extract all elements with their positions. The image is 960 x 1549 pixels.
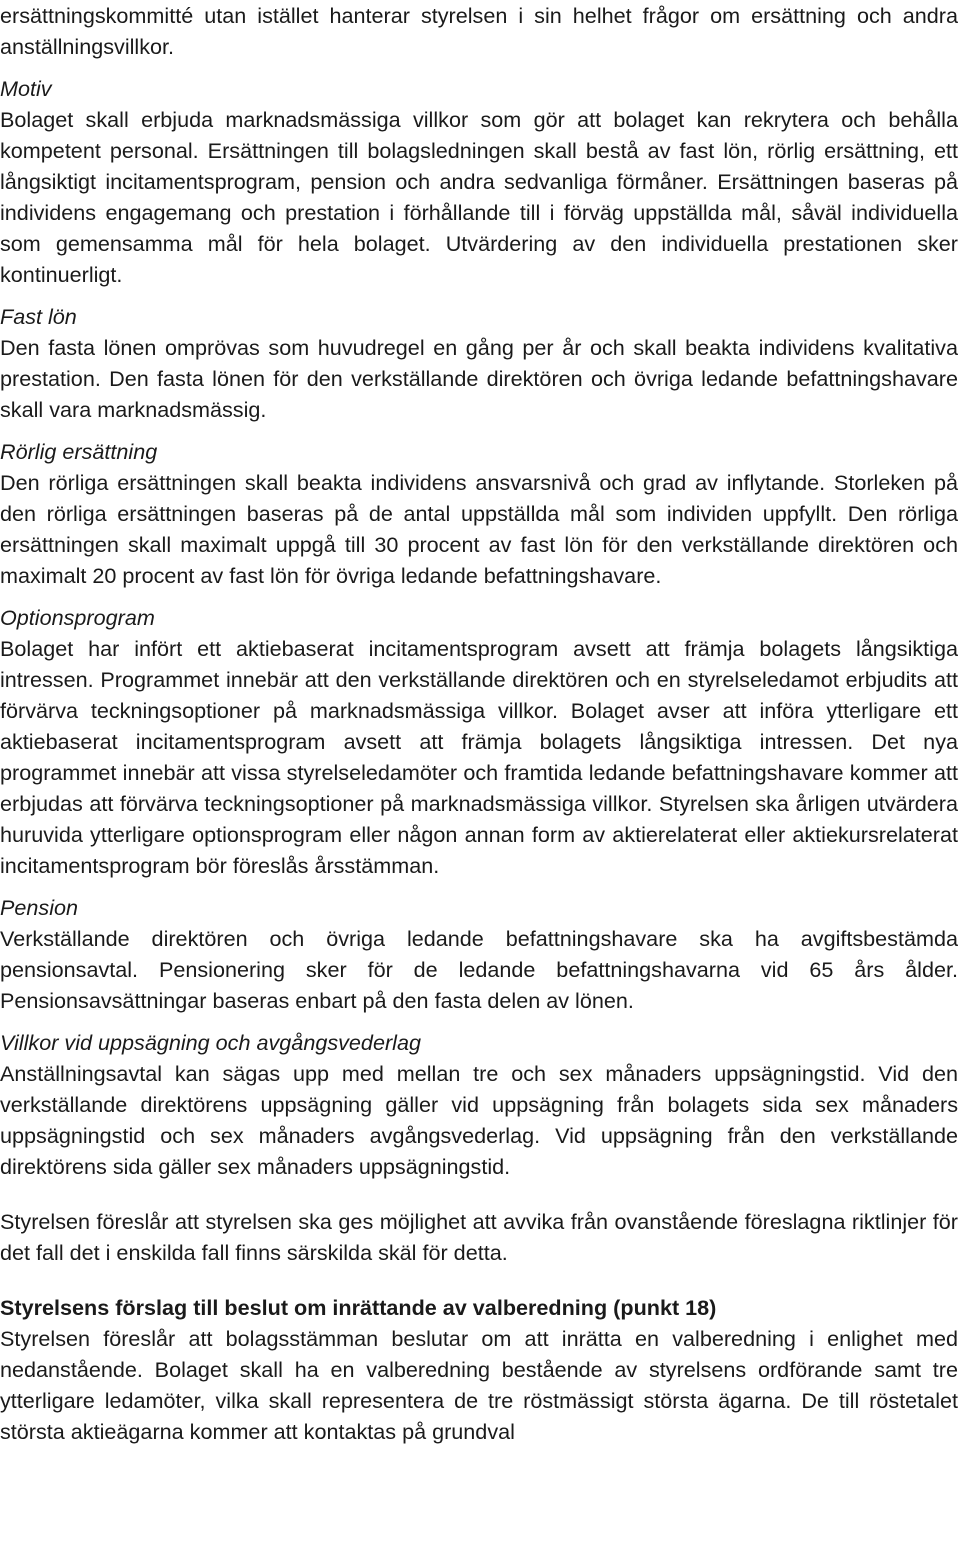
spacer xyxy=(0,1016,958,1027)
section-heading: Villkor vid uppsägning och avgångsvederlag xyxy=(0,1030,421,1055)
section-villkor-uppsagning xyxy=(0,1027,958,1182)
spacer xyxy=(0,881,958,892)
section-body: Verkställande direktören och övriga ledande befattningshavare ska ha avgiftsbestämda pensionsavtal. Pensionering sker för de ledande befattningshavarna vid 65 års ålder. Pensionsavsättningar baseras enbart på den fasta delen av lönen. xyxy=(0,926,958,1013)
intro-paragraph: ersättningskommitté utan istället hanterar styrelsen i sin helhet frågor om ersättning och andra anställningsvillkor. xyxy=(0,3,958,59)
section-heading: Pension xyxy=(0,895,79,920)
section-body: Anställningsavtal kan sägas upp med mellan tre och sex månaders uppsägningstid. Vid den verkställande direktörens uppsägning gäller vid uppsägning från bolagets sida sex månaders uppsägningstid och sex månaders avgångsvederlag. Vid uppsägning från den verkställande direktörens sida gäller sex månaders uppsägningstid. xyxy=(0,1061,958,1179)
spacer xyxy=(0,1268,958,1292)
section-heading: Motiv xyxy=(0,76,52,101)
section-rorlig-ersattning xyxy=(0,436,958,591)
spacer xyxy=(0,1182,958,1206)
section-heading: Fast lön xyxy=(0,304,77,329)
section-heading: Optionsprogram xyxy=(0,605,155,630)
spacer xyxy=(0,290,958,301)
section-body: Den fasta lönen omprövas som huvudregel en gång per år och skall beakta individens kvalitativa prestation. Den fasta lönen för den verkställande direktören och övriga ledande befattningshavare skall vara marknadsmässig. xyxy=(0,335,958,422)
section-body: Bolaget har infört ett aktiebaserat incitamentsprogram avsett att främja bolagets långsiktiga intressen. Programmet innebär att den verkställande direktören och en styrelseledamot erbjudits att förvärva teckningsoptioner på marknadsmässiga villkor. Bolaget avser att införa ytterligare ett aktiebaserat incitamentsprogram avsett att främja bolagets långsiktiga intressen. Det nya programmet innebär att vissa styrelseledamöter och framtida ledande befattningshavare kommer att erbjudas att förvärva teckningsoptioner på marknadsmässiga villkor. Styrelsen ska årligen utvärdera huruvida ytterligare optionsprogram eller någon annan form av aktierelaterat eller aktiekursrelaterat incitamentsprogram bör föreslås årsstämman. xyxy=(0,636,958,878)
section-valberedning-proposal xyxy=(0,1292,958,1447)
deviation-paragraph: Styrelsen föreslår att styrelsen ska ges möjlighet att avvika från ovanstående föreslagna riktlinjer för det fall det i enskilda fall finns särskilda skäl för detta. xyxy=(0,1209,958,1265)
section-body: Den rörliga ersättningen skall beakta individens ansvarsnivå och grad av inflytande. Storleken på den rörliga ersättningen baseras på de antal uppställda mål som individen uppfyllt. Den rörliga ersättningen skall maximalt uppgå till 30 procent av fast lön för den verkställande direktören och maximalt 20 procent av fast lön för övriga ledande befattningshavare. xyxy=(0,470,958,588)
section-heading: Rörlig ersättning xyxy=(0,439,158,464)
proposal-body: Styrelsen föreslår att bolagsstämman beslutar om att inrätta en valberedning i enlighet med nedanstående. Bolaget skall ha en valberedning bestående av styrelsens ordförande samt tre ytterligare ledamöter, vilka skall representera de tre röstmässigt största ägarna. De till röstetalet största aktieägarna kommer att kontaktas på grundval xyxy=(0,1326,958,1444)
section-pension xyxy=(0,892,958,1016)
section-optionsprogram xyxy=(0,602,958,881)
section-motiv xyxy=(0,73,958,290)
section-body: Bolaget skall erbjuda marknadsmässiga villkor som gör att bolaget kan rekrytera och behålla kompetent personal. Ersättningen till bolagsledningen skall bestå av fast lön, rörlig ersättning, ett långsiktigt incitamentsprogram, pension och andra sedvanliga förmåner. Ersättningen baseras på individens engagemang och prestation i förhållande till i förväg uppställda mål, såväl individuella som gemensamma mål för hela bolaget. Utvärdering av den individuella prestationen sker kontinuerligt. xyxy=(0,107,958,287)
spacer xyxy=(0,425,958,436)
section-fast-lon xyxy=(0,301,958,425)
spacer xyxy=(0,62,958,73)
proposal-heading: Styrelsens förslag till beslut om inrättande av valberedning (punkt 18) xyxy=(0,1295,717,1320)
spacer xyxy=(0,591,958,602)
